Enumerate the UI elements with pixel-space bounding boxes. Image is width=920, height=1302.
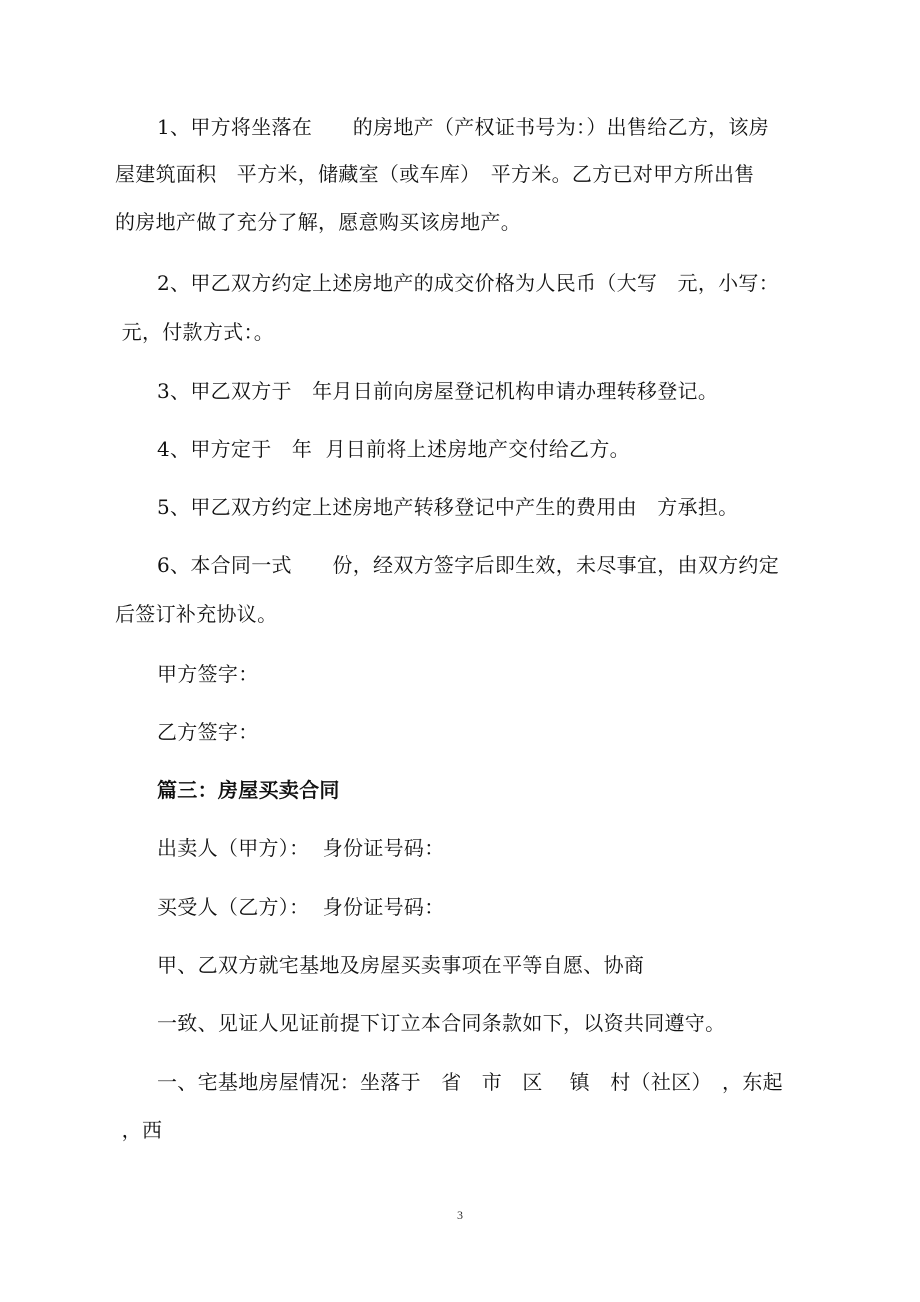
buyer-line: 买受人（乙方）： 身份证号码： [157, 895, 445, 919]
item-1-line-1: 一、宅基地房屋情况：坐落于 省 市 区 镇 村（社区） ，东起 [157, 1070, 783, 1094]
page-number: 3 [457, 1208, 463, 1222]
intro-line-1: 甲、乙双方就宅基地及房屋买卖事项在平等自愿、协商 [157, 953, 645, 977]
section-title: 篇三：房屋买卖合同 [157, 778, 340, 802]
item-1-line-2: ，西 [115, 1118, 163, 1142]
clause-6-line-1: 6、本合同一式 份，经双方签字后即生效，未尽事宜，由双方约定 [157, 553, 780, 577]
clause-2-line-2: 元，付款方式：。 [115, 320, 275, 344]
clause-1-line-1: 1、甲方将坐落在 的房地产（产权证书号为：）出售给乙方，该房 [157, 115, 770, 139]
clause-1-line-3: 的房地产做了充分了解，愿意购买该房地产。 [115, 210, 521, 234]
signature-party-a: 甲方签字： [157, 662, 259, 686]
clause-3: 3、甲乙双方于 年月日前向房屋登记机构申请办理转移登记。 [157, 379, 719, 403]
clause-2-line-1: 2、甲乙双方约定上述房地产的成交价格为人民币（大写 元，小写： [157, 271, 780, 295]
clause-6-line-2: 后签订补充协议。 [115, 602, 278, 626]
clause-4: 4、甲方定于 年 月日前将上述房地产交付给乙方。 [157, 437, 630, 461]
clause-5: 5、甲乙双方约定上述房地产转移登记中产生的费用由 方承担。 [157, 495, 739, 519]
signature-party-b: 乙方签字： [157, 720, 259, 744]
intro-line-2: 一致、见证人见证前提下订立本合同条款如下，以资共同遵守。 [157, 1011, 726, 1035]
clause-1-line-2: 屋建筑面积 平方米，储藏室（或车库） 平方米。乙方已对甲方所出售 [115, 162, 755, 186]
seller-line: 出卖人（甲方）： 身份证号码： [157, 836, 445, 860]
